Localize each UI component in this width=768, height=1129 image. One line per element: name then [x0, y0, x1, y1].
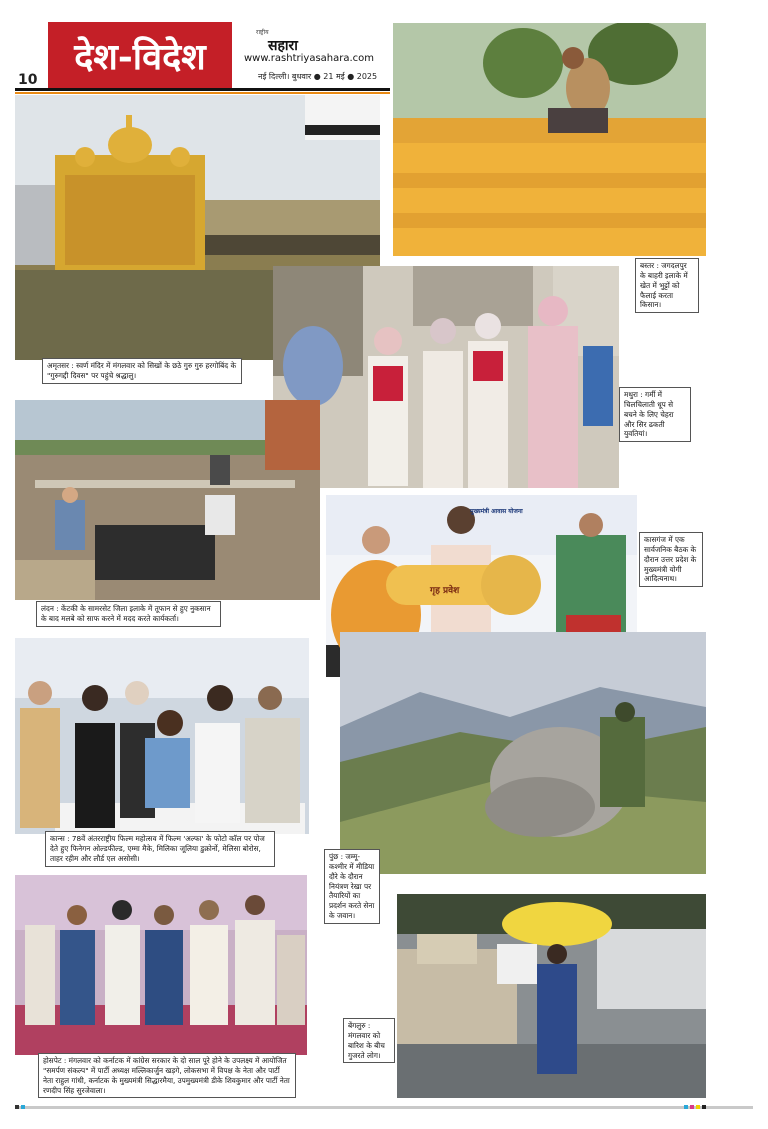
- caption-bastar: बस्तर : जगदलपुर के बाहरी इलाके में खेत में भुट्टों को फैलाई करता किसान।: [635, 258, 699, 313]
- photo-mathura-girls: [273, 266, 619, 488]
- banner-awas-yojana: मुख्यमंत्री आवास योजना: [470, 508, 523, 515]
- photo-cannes-cast: [15, 638, 309, 834]
- footer-rule: [15, 1106, 753, 1109]
- caption-bengaluru: बेंगलुरु : मंगलवार को बारिश के बीच गुजरते लोग।: [343, 1018, 395, 1063]
- caption-mathura: मथुरा : गर्मी में चिलचिलाती धूप से बचने के लिए चेहरा और सिर ढकती युवतियां।: [619, 387, 691, 442]
- photo-bengaluru-rain: [397, 894, 706, 1098]
- photo-storm-debris: [15, 400, 320, 600]
- dateline: नई दिल्ली। बुधवार ● 21 मई ● 2025: [258, 72, 378, 81]
- registration-mark: [702, 1105, 706, 1109]
- caption-amritsar: अमृतसर : स्वर्ण मंदिर में मंगलवार को सिखों के छठे गुरु गुरु हरगोबिंद के "गुरुगद्दी दिवस" पर पहुंचे श्रद्धालु।: [42, 358, 242, 384]
- photo-poonch-army: [340, 632, 706, 874]
- photo-corn-farmer: [393, 23, 706, 256]
- caption-cannes: कान्स : 78वें अंतरराष्ट्रीय फिल्म महोत्सव में फिल्म 'अल्फा' के फोटो कॉल पर पोज देते हुए फिनेगन ओल्डफील्ड, एम्मा मैके, मिलिका जूलिया डुक्रोर्नो, मेलिसा बोरोस, ताहर रहीम और लौर्ड एल असोसी।: [45, 831, 275, 867]
- header-rule: [15, 88, 390, 91]
- page-number: 10: [18, 72, 38, 88]
- website-url[interactable]: www.rashtriyasahara.com: [244, 53, 375, 64]
- caption-hospet: होसपेट : मंगलवार को कर्नाटक में कांग्रेस सरकार के दो साल पूरे होने के उपलक्ष्य में आयोजित "समर्पण संकल्प" में पार्टी अध्यक्ष मल्लिकार्जुन खड़गे, लोकसभा में विपक्ष के नेता और पार्टी नेता राहुल गांधी, कर्नाटक के मुख्यमंत्री सिद्धारमैया, उपमुख्यमंत्री डीके शिवकुमार और पार्टी नेता रणदीप सिंह सुरजेवाला।: [38, 1053, 296, 1098]
- brand-logo-text: सहारा: [268, 38, 298, 54]
- photo-hospet-rally: [15, 875, 307, 1055]
- caption-london: लंदन : केंटकी के सामरसेट जिला इलाके में तूफान से हुए नुकसान के बाद मलबे को साफ करने में मदद करते कार्यकर्ता।: [36, 601, 221, 627]
- registration-mark: [15, 1105, 19, 1109]
- caption-poonch: पुंछ : जम्मू-कश्मीर में मीडिया दौरे के दौरान नियंत्रण रेखा पर तैयारियों का प्रदर्शन करते सेना के जवान।: [324, 849, 380, 924]
- registration-mark: [690, 1105, 694, 1109]
- banner-griha-pravesh: गृह प्रवेश: [430, 586, 460, 596]
- brand-tagline: राष्ट्रीय: [256, 29, 269, 36]
- registration-mark: [696, 1105, 700, 1109]
- registration-mark: [684, 1105, 688, 1109]
- registration-mark: [21, 1105, 25, 1109]
- caption-kasganj: कासगंज में एक सार्वजनिक बैठक के दौरान उत्तर प्रदेश के मुख्यमंत्री योगी आदित्यनाथ।: [639, 532, 703, 587]
- header-accent-rule: [15, 92, 390, 94]
- section-masthead: देश-विदेश: [48, 22, 232, 88]
